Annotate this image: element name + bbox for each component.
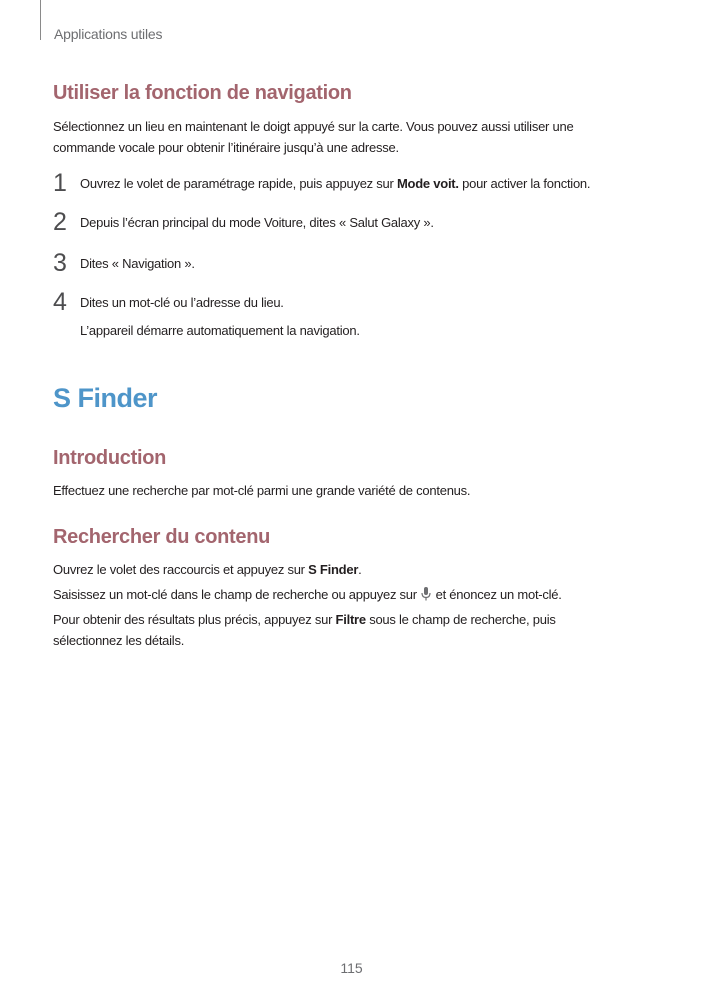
intro-line-1: Sélectionnez un lieu en maintenant le doigt appuyé sur la carte. Vous pouvez aussi utiliser une xyxy=(53,119,574,134)
header-rule xyxy=(40,0,41,40)
search-line-1-bold: S Finder xyxy=(308,562,359,577)
step-number-4: 4 xyxy=(53,288,67,316)
step-note-4: L’appareil démarre automatiquement la navigation. xyxy=(80,323,360,338)
microphone-icon xyxy=(421,586,431,600)
search-line-1 xyxy=(53,559,362,580)
running-header: Applications utiles xyxy=(54,26,163,42)
search-line-3 xyxy=(53,609,556,630)
introduction-text: Effectuez une recherche par mot-clé parmi une grande variété de contenus. xyxy=(53,483,471,498)
section-title-introduction: Introduction xyxy=(53,447,167,469)
step-number-2: 2 xyxy=(53,208,67,236)
step-1-text-after: pour activer la fonction. xyxy=(458,176,591,191)
step-number-1: 1 xyxy=(53,169,67,197)
section-title-search: Rechercher du contenu xyxy=(53,526,271,548)
step-text-4: Dites un mot-clé ou l’adresse du lieu. xyxy=(80,295,284,310)
step-text-3: Dites « Navigation ». xyxy=(80,256,195,271)
search-line-2 xyxy=(53,584,562,605)
step-text-2: Depuis l’écran principal du mode Voiture, dites « Salut Galaxy ». xyxy=(80,215,434,230)
search-line-1-before: Ouvrez le volet des raccourcis et appuyez sur xyxy=(53,562,309,577)
search-line-3-bold: Filtre xyxy=(335,612,366,627)
page-number: 115 xyxy=(340,960,363,976)
section-title-navigation: Utiliser la fonction de navigation xyxy=(53,82,352,104)
step-1-bold: Mode voit. xyxy=(396,176,459,191)
search-line-3-before: Pour obtenir des résultats plus précis, appuyez sur xyxy=(53,612,336,627)
search-line-2-before: Saisissez un mot-clé dans le champ de recherche ou appuyez sur xyxy=(53,587,421,602)
search-line-3-after: sous le champ de recherche, puis xyxy=(365,612,556,627)
step-1-text-before: Ouvrez le volet de paramétrage rapide, puis appuyez sur xyxy=(80,176,397,191)
search-line-1-after: . xyxy=(358,562,362,577)
intro-line-2: commande vocale pour obtenir l’itinéraire jusqu’à une adresse. xyxy=(53,140,399,155)
search-line-4: sélectionnez les détails. xyxy=(53,633,185,648)
step-text-1 xyxy=(80,173,590,194)
chapter-title-sfinder: S Finder xyxy=(53,383,158,413)
step-number-3: 3 xyxy=(53,249,67,277)
search-line-2-after: et énoncez un mot-clé. xyxy=(432,587,562,602)
